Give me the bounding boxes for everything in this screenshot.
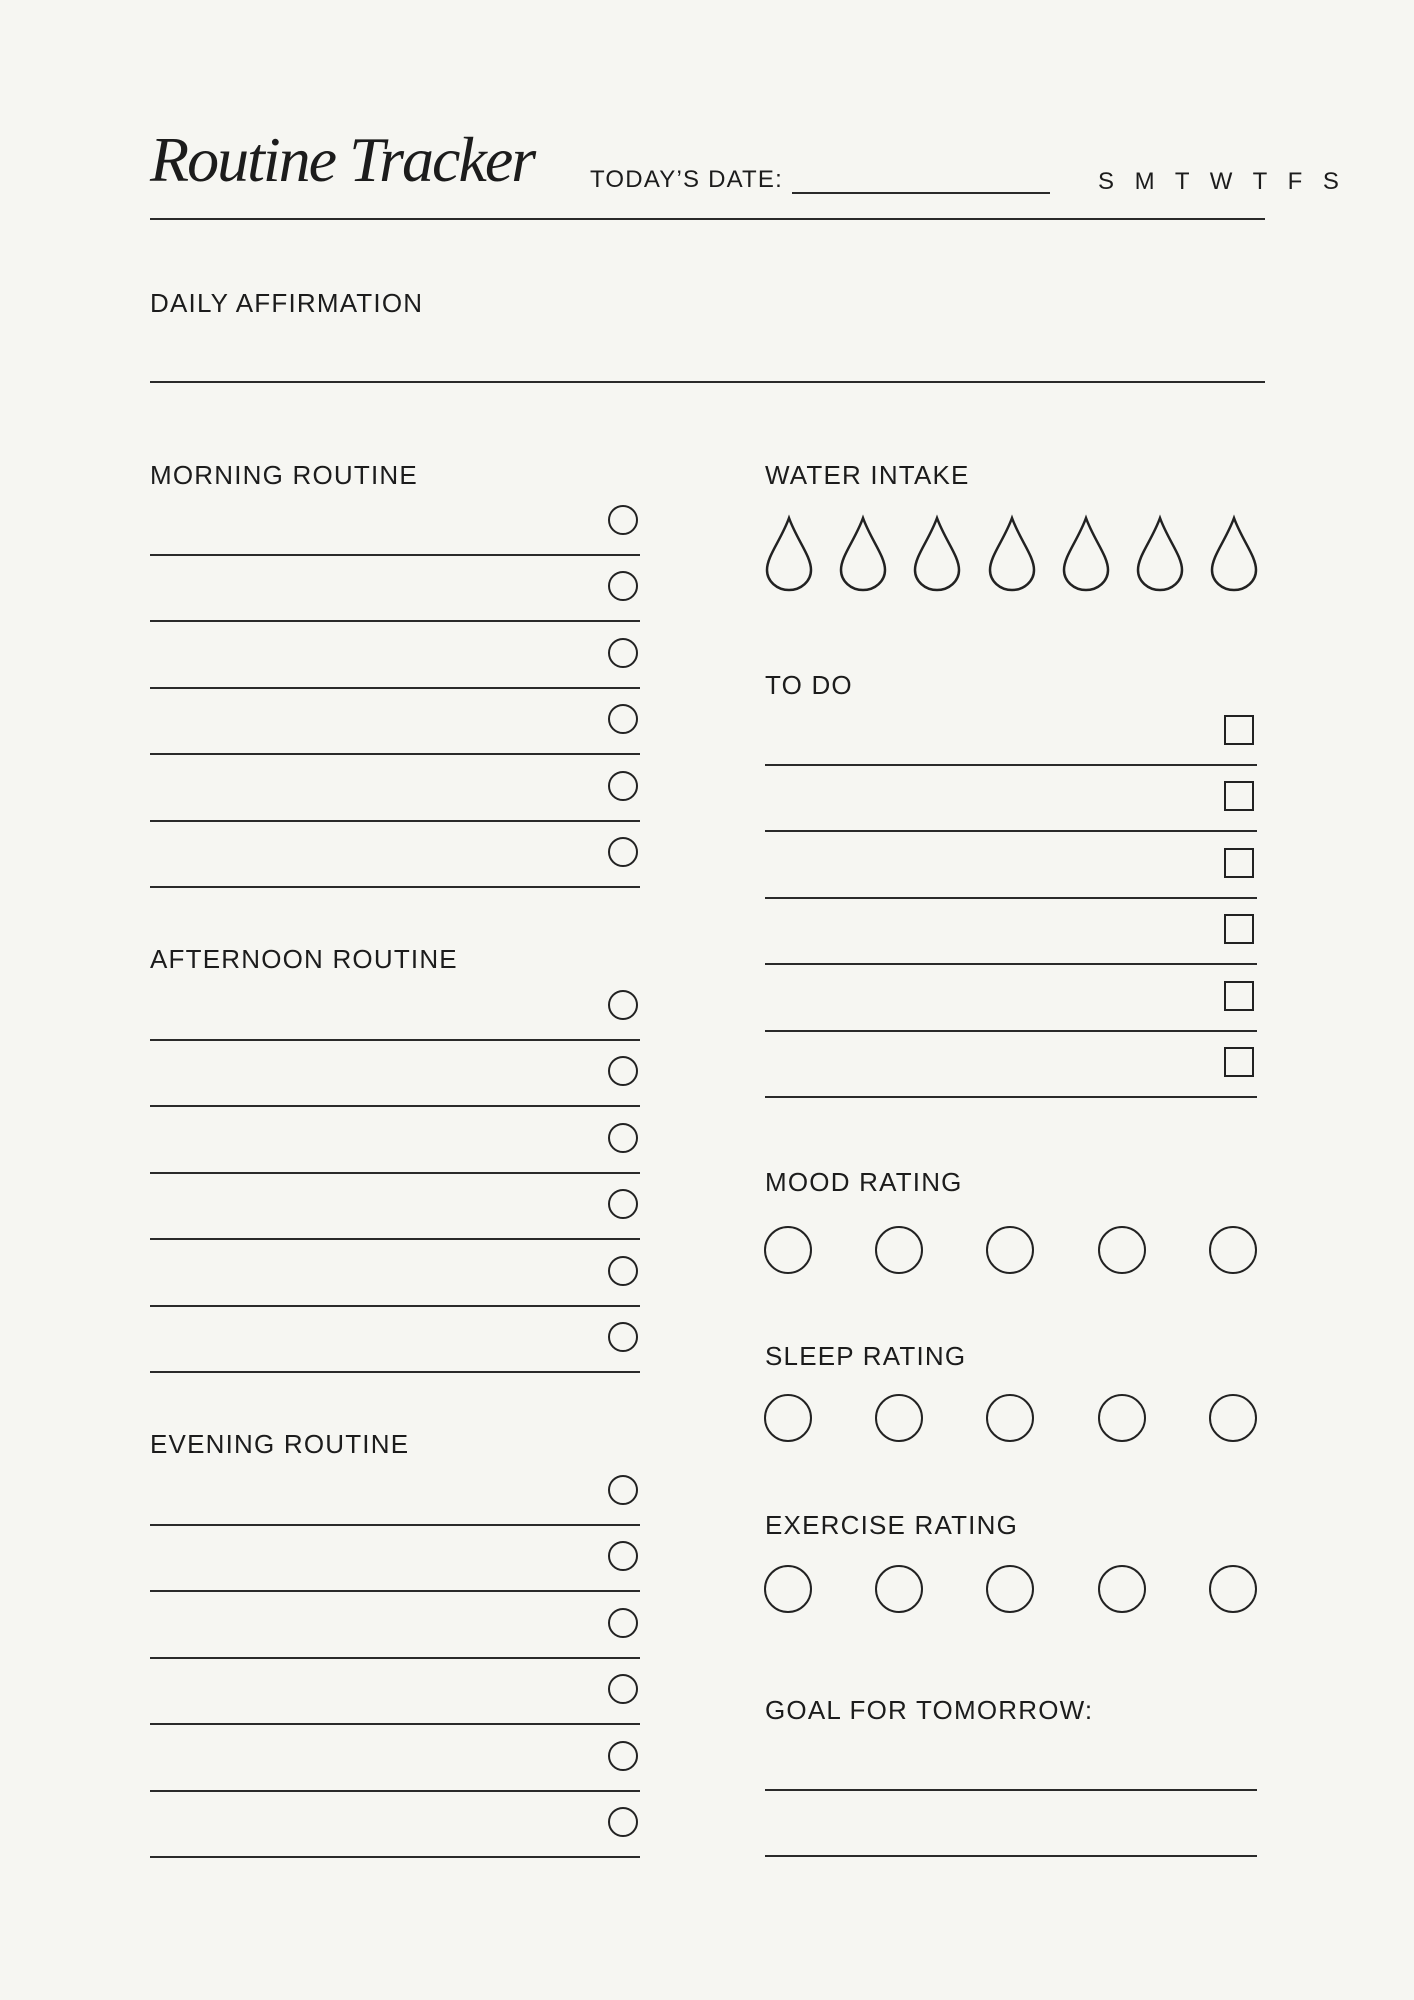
sleep-rating-option[interactable] [1209,1394,1257,1442]
circle-checkbox-icon[interactable] [608,571,638,601]
water-drop-icon[interactable] [1062,516,1110,592]
circle-checkbox-icon[interactable] [608,1807,638,1837]
daily-affirmation-label: DAILY AFFIRMATION [150,288,424,318]
mood-rating-option[interactable] [1209,1226,1257,1274]
circle-checkbox-icon[interactable] [608,704,638,734]
circle-checkbox-icon[interactable] [608,990,638,1020]
morning-routine-label: MORNING ROUTINE [150,460,418,490]
circle-checkbox-icon[interactable] [608,1056,638,1086]
todo-item-line[interactable] [765,830,1257,832]
exercise-rating-option[interactable] [986,1565,1034,1613]
circle-checkbox-icon[interactable] [608,1189,638,1219]
todo-label: TO DO [765,670,853,700]
morning-item-line[interactable] [150,820,640,822]
afternoon-item-line[interactable] [150,1238,640,1240]
circle-checkbox-icon[interactable] [608,771,638,801]
water-drop-icon[interactable] [765,516,813,592]
circle-checkbox-icon[interactable] [608,1475,638,1505]
water-intake-label: WATER INTAKE [765,460,970,490]
morning-item-line[interactable] [150,687,640,689]
todo-item-line[interactable] [765,963,1257,965]
water-drop-icon[interactable] [1136,516,1184,592]
exercise-rating-option[interactable] [764,1565,812,1613]
sleep-rating-option[interactable] [764,1394,812,1442]
page-title: Routine Tracker [150,124,535,195]
weekday-selector[interactable]: S M T W T F S [1098,168,1346,195]
afternoon-item-line[interactable] [150,1305,640,1307]
sleep-rating-option[interactable] [1098,1394,1146,1442]
morning-item-line[interactable] [150,620,640,622]
circle-checkbox-icon[interactable] [608,1123,638,1153]
circle-checkbox-icon[interactable] [608,1541,638,1571]
goal-entry-line[interactable] [765,1789,1257,1791]
todo-item-line[interactable] [765,1096,1257,1098]
morning-item-line[interactable] [150,886,640,888]
water-drop-icon[interactable] [988,516,1036,592]
square-checkbox-icon[interactable] [1224,715,1254,745]
date-entry-line[interactable] [792,192,1050,194]
circle-checkbox-icon[interactable] [608,1741,638,1771]
water-drop-icon[interactable] [839,516,887,592]
circle-checkbox-icon[interactable] [608,1674,638,1704]
evening-item-line[interactable] [150,1856,640,1858]
circle-checkbox-icon[interactable] [608,1608,638,1638]
afternoon-item-line[interactable] [150,1105,640,1107]
evening-item-line[interactable] [150,1790,640,1792]
square-checkbox-icon[interactable] [1224,848,1254,878]
todays-date-label: TODAY’S DATE: [590,166,783,193]
exercise-rating-option[interactable] [1098,1565,1146,1613]
morning-item-line[interactable] [150,554,640,556]
mood-rating-label: MOOD RATING [765,1167,963,1197]
square-checkbox-icon[interactable] [1224,914,1254,944]
square-checkbox-icon[interactable] [1224,981,1254,1011]
circle-checkbox-icon[interactable] [608,837,638,867]
circle-checkbox-icon[interactable] [608,1256,638,1286]
mood-rating-option[interactable] [986,1226,1034,1274]
evening-item-line[interactable] [150,1657,640,1659]
water-drop-icon[interactable] [1210,516,1258,592]
sleep-rating-label: SLEEP RATING [765,1341,967,1371]
todo-item-line[interactable] [765,897,1257,899]
square-checkbox-icon[interactable] [1224,781,1254,811]
circle-checkbox-icon[interactable] [608,1322,638,1352]
exercise-rating-option[interactable] [875,1565,923,1613]
todo-item-line[interactable] [765,764,1257,766]
mood-rating-option[interactable] [764,1226,812,1274]
mood-rating-option[interactable] [1098,1226,1146,1274]
evening-item-line[interactable] [150,1590,640,1592]
sleep-rating-option[interactable] [986,1394,1034,1442]
todo-item-line[interactable] [765,1030,1257,1032]
morning-item-line[interactable] [150,753,640,755]
evening-routine-label: EVENING ROUTINE [150,1429,410,1459]
affirmation-entry-line[interactable] [150,381,1265,383]
goal-entry-line[interactable] [765,1855,1257,1857]
header-divider [150,218,1265,220]
mood-rating-option[interactable] [875,1226,923,1274]
sleep-rating-option[interactable] [875,1394,923,1442]
evening-item-line[interactable] [150,1723,640,1725]
square-checkbox-icon[interactable] [1224,1047,1254,1077]
afternoon-item-line[interactable] [150,1039,640,1041]
evening-item-line[interactable] [150,1524,640,1526]
circle-checkbox-icon[interactable] [608,505,638,535]
afternoon-item-line[interactable] [150,1371,640,1373]
afternoon-item-line[interactable] [150,1172,640,1174]
exercise-rating-option[interactable] [1209,1565,1257,1613]
goal-for-tomorrow-label: GOAL FOR TOMORROW: [765,1695,1094,1725]
afternoon-routine-label: AFTERNOON ROUTINE [150,944,458,974]
water-drop-icon[interactable] [913,516,961,592]
circle-checkbox-icon[interactable] [608,638,638,668]
exercise-rating-label: EXERCISE RATING [765,1510,1019,1540]
